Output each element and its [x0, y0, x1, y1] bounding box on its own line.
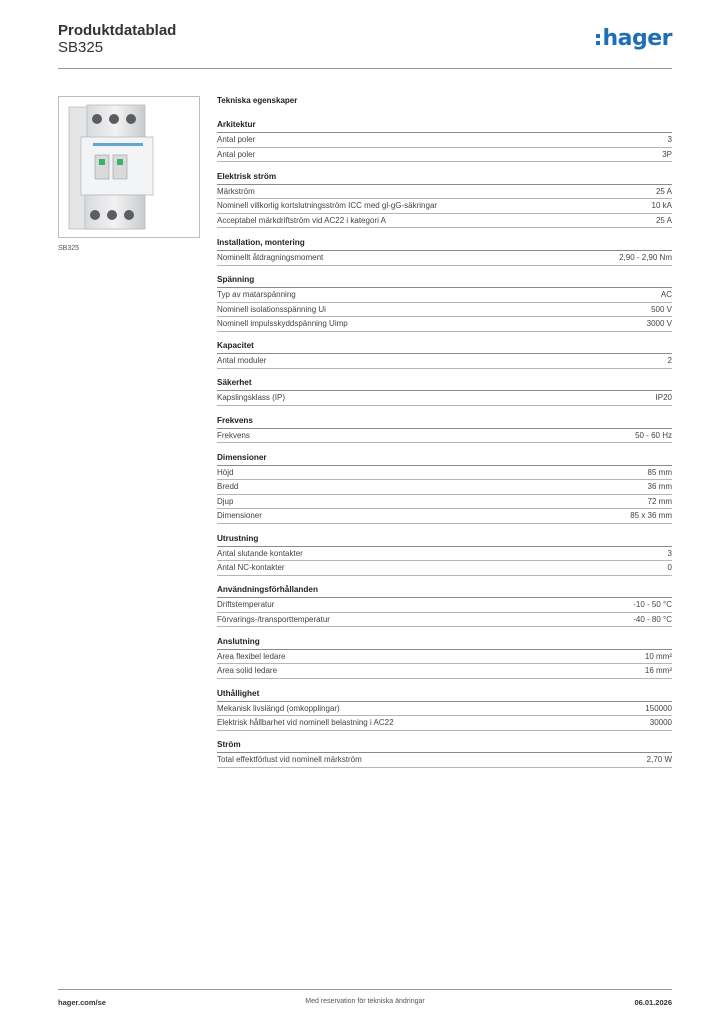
spec-group-heading: Säkerhet [217, 374, 672, 391]
spec-value: 36 mm [647, 482, 672, 492]
logo-dots-icon [596, 34, 600, 45]
spec-group [217, 271, 672, 332]
spec-label: Förvarings-/transporttemperatur [217, 614, 330, 624]
spec-group-heading: Uthållighet [217, 685, 672, 702]
spec-row [217, 753, 672, 768]
spec-label: Djup [217, 496, 234, 506]
technical-specifications [217, 96, 672, 773]
footer-website-link[interactable]: hager.com/se [58, 998, 106, 1007]
spec-group [217, 374, 672, 406]
page-footer [58, 998, 672, 1010]
spec-label: Antal slutande kontakter [217, 548, 303, 558]
spec-group [217, 168, 672, 229]
spec-group [217, 685, 672, 731]
spec-group-heading: Användningsförhållanden [217, 581, 672, 598]
spec-row [217, 354, 672, 369]
spec-row [217, 391, 672, 406]
switch-disconnector-icon [59, 97, 199, 237]
spec-value: AC [660, 290, 672, 300]
spec-label: Nominell villkorlig kortslutningsström ICC med gl-gG-säkringar [217, 201, 438, 211]
spec-row [217, 251, 672, 266]
spec-value: -40 - 80 °C [633, 614, 672, 624]
specs-title: Tekniska egenskaper [217, 96, 298, 105]
spec-value: 72 mm [647, 496, 672, 506]
spec-group-heading: Ström [217, 736, 672, 753]
spec-group-heading: Arkitektur [217, 116, 672, 133]
page-header [58, 22, 672, 68]
spec-value: 25 A [655, 186, 672, 196]
spec-label: Total effektförlust vid nominell märkström [217, 755, 362, 765]
spec-group [217, 234, 672, 266]
spec-row [217, 317, 672, 332]
spec-value: 500 V [651, 304, 672, 314]
spec-group [217, 412, 672, 444]
spec-label: Antal poler [217, 149, 256, 159]
product-image [58, 96, 200, 238]
spec-row [217, 288, 672, 303]
spec-value: 3000 V [646, 319, 672, 329]
document-title: Produktdatablad [58, 22, 177, 39]
spec-label: Dimensioner [217, 511, 262, 521]
spec-label: Kapslingsklass (IP) [217, 393, 286, 403]
spec-row [217, 214, 672, 229]
document-subtitle: SB325 [58, 39, 104, 56]
spec-label: Antal poler [217, 135, 256, 144]
header-divider [58, 68, 672, 69]
spec-group-heading: Elektrisk ström [217, 168, 672, 185]
spec-group-heading: Kapacitet [217, 337, 672, 354]
footer-divider [58, 989, 672, 990]
spec-label: Frekvens [217, 430, 250, 440]
spec-label: Typ av matarspänning [217, 290, 296, 300]
spec-row [217, 480, 672, 495]
spec-groups [217, 116, 672, 768]
spec-value: 2 [667, 356, 672, 366]
spec-row [217, 702, 672, 717]
spec-row [217, 598, 672, 613]
spec-group-heading: Frekvens [217, 412, 672, 429]
spec-row [217, 495, 672, 510]
spec-value: 0 [667, 563, 672, 573]
spec-value: 16 mm² [644, 666, 672, 676]
spec-row [217, 716, 672, 731]
spec-row [217, 429, 672, 444]
spec-group-heading: Dimensioner [217, 449, 672, 466]
spec-row [217, 303, 672, 318]
spec-label: Area flexibel ledare [217, 651, 286, 661]
spec-row [217, 664, 672, 679]
spec-value: 3 [667, 548, 672, 558]
spec-value: 85 mm [647, 467, 672, 477]
spec-label: Antal NC-kontakter [217, 563, 285, 573]
product-image-caption: SB325 [58, 245, 80, 252]
spec-group [217, 449, 672, 524]
spec-value: IP20 [655, 393, 672, 403]
spec-row [217, 148, 672, 163]
spec-value: 30000 [649, 718, 672, 728]
spec-label: Antal moduler [217, 356, 267, 366]
spec-group-heading: Spänning [217, 271, 672, 288]
spec-label: Nominell impulsskyddspänning Uimp [217, 319, 348, 329]
footer-disclaimer: Med reservation för tekniska ändringar [305, 998, 425, 1005]
spec-label: Acceptabel märkdriftström vid AC22 i kategori A [217, 215, 386, 225]
spec-row [217, 561, 672, 576]
logo-text: hager [602, 26, 672, 51]
spec-group-heading: Installation, montering [217, 234, 672, 251]
spec-group-heading: Utrustning [217, 530, 672, 547]
spec-row [217, 466, 672, 481]
spec-label: Nominellt åtdragningsmoment [217, 252, 324, 262]
spec-label: Elektrisk hållbarhet vid nominell belastning i AC22 [217, 718, 394, 728]
spec-label: Höjd [217, 467, 234, 477]
spec-value: 3P [662, 149, 672, 159]
spec-value: 2,70 W [646, 755, 672, 765]
spec-row [217, 613, 672, 628]
spec-value: 3 [667, 135, 672, 144]
spec-group [217, 736, 672, 768]
spec-row [217, 185, 672, 200]
spec-value: 85 x 36 mm [630, 511, 672, 521]
spec-group [217, 633, 672, 679]
spec-value: 2,90 - 2,90 Nm [619, 252, 672, 262]
spec-label: Bredd [217, 482, 239, 492]
spec-row [217, 547, 672, 562]
spec-group-heading: Anslutning [217, 633, 672, 650]
spec-label: Area solid ledare [217, 666, 278, 676]
footer-date: 06.01.2026 [634, 998, 672, 1007]
spec-value: 150000 [645, 703, 672, 713]
spec-label: Mekanisk livslängd (omkopplingar) [217, 703, 340, 713]
hager-logo [596, 28, 672, 50]
spec-group [217, 116, 672, 162]
spec-value: 50 - 60 Hz [635, 430, 672, 440]
spec-value: -10 - 50 °C [633, 600, 672, 610]
spec-row [217, 509, 672, 524]
spec-group [217, 530, 672, 576]
spec-row [217, 650, 672, 665]
spec-group [217, 337, 672, 369]
spec-value: 10 mm² [644, 651, 672, 661]
spec-label: Nominell isolationsspänning Ui [217, 304, 326, 314]
spec-group [217, 581, 672, 627]
spec-row [217, 133, 672, 148]
spec-row [217, 199, 672, 214]
spec-label: Driftstemperatur [217, 600, 275, 610]
spec-value: 25 A [655, 215, 672, 225]
spec-label: Märkström [217, 186, 255, 196]
spec-value: 10 kA [651, 201, 672, 211]
